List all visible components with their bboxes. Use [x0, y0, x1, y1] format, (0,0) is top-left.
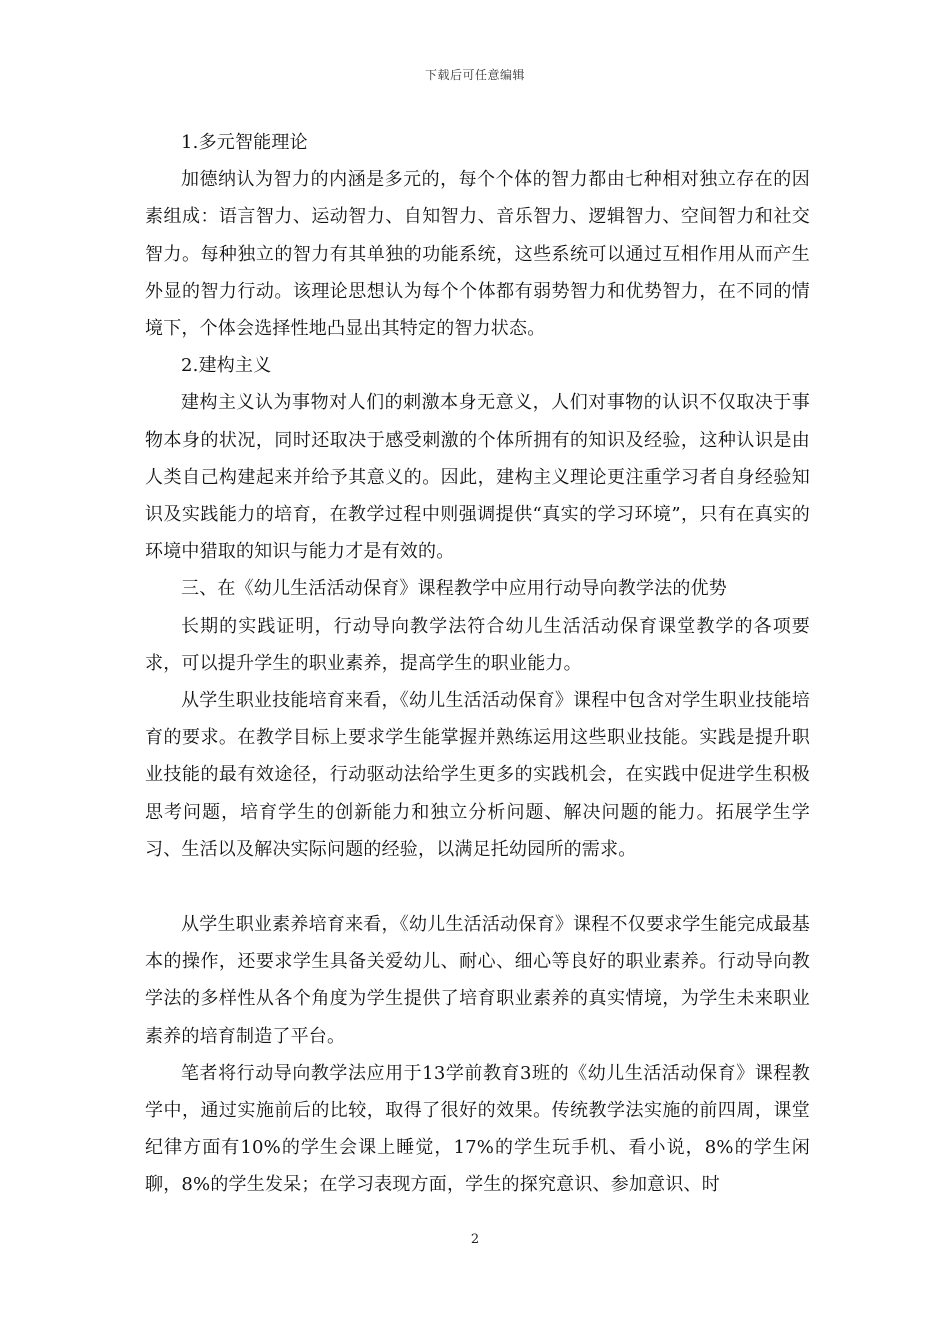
heading-constructivism: 2.建构主义 — [181, 355, 272, 377]
paragraph-author-application: 笔者将行动导向教学法应用于13学前教育3班的《幼儿生活活动保育》课程教学中，通过实施前后的比较，取得了很好的效果。传统教学法实施的前四周，课堂纪律方面有10%的学生会课上睡觉，17%的学生玩手机、看小说，8%的学生闲聊，8%的学生发呆；在学习表现方面，学生的探究意识、参加意识、时 — [145, 1062, 810, 1196]
page-number: 2 — [470, 1232, 480, 1247]
heading-multiple-intelligences: 1.多元智能理论 — [181, 132, 308, 153]
page-header: 下载后可任意编辑 — [424, 68, 525, 82]
section-heading-advantages: 三、在《幼儿生活活动保育》课程教学中应用行动导向教学法的优势 — [181, 578, 727, 600]
paragraph-multiple-intelligences: 加德纳认为智力的内涵是多元的，每个个体的智力都由七种相对独立存在的因素组成：语言智力、运动智力、自知智力、音乐智力、逻辑智力、空间智力和社交智力。每种独立的智力有其单独的功能系统，这些系统可以通过互相作用从而产生外显的智力行动。该理论思想认为每个个体都有弱势智力和优势智力，在不同的情境下，个体会选择性地凸显出其特定的智力状态。 — [145, 169, 810, 340]
paragraph-constructivism: 建构主义认为事物对人们的刺激本身无意义，人们对事物的认识不仅取决于事物本身的状况，同时还取决于感受刺激的个体所拥有的知识及经验，这种认识是由人类自己构建起来并给予其意义的。因此，建构主义理论更注重学习者自身经验知识及实践能力的培育，在教学过程中则强调提供“真实的学习环境”，只有在真实的环境中猎取的知识与能力才是有效的。 — [145, 392, 810, 563]
paragraph-practice-proof: 长期的实践证明，行动导向教学法符合幼儿生活活动保育课堂教学的各项要求，可以提升学生的职业素养，提高学生的职业能力。 — [145, 615, 810, 674]
paragraph-vocational-literacy: 从学生职业素养培育来看，《幼儿生活活动保育》课程不仅要求学生能完成最基本的操作，还要求学生具备关爱幼儿、耐心、细心等良好的职业素养。行动导向教学法的多样性从各个角度为学生提供了培育职业素养的真实情境，为学生未来职业素养的培育制造了平台。 — [145, 914, 810, 1047]
paragraph-vocational-skills: 从学生职业技能培育来看，《幼儿生活活动保育》课程中包含对学生职业技能培育的要求。在教学目标上要求学生能掌握并熟练运用这些职业技能。实践是提升职业技能的最有效途径，行动驱动法给学生更多的实践机会，在实践中促进学生积极思考问题，培育学生的创新能力和独立分析问题、解决问题的能力。拓展学生学习、生活以及解决实际问题的经验，以满足托幼园所的需求。 — [145, 690, 810, 860]
document-body — [145, 124, 810, 1204]
